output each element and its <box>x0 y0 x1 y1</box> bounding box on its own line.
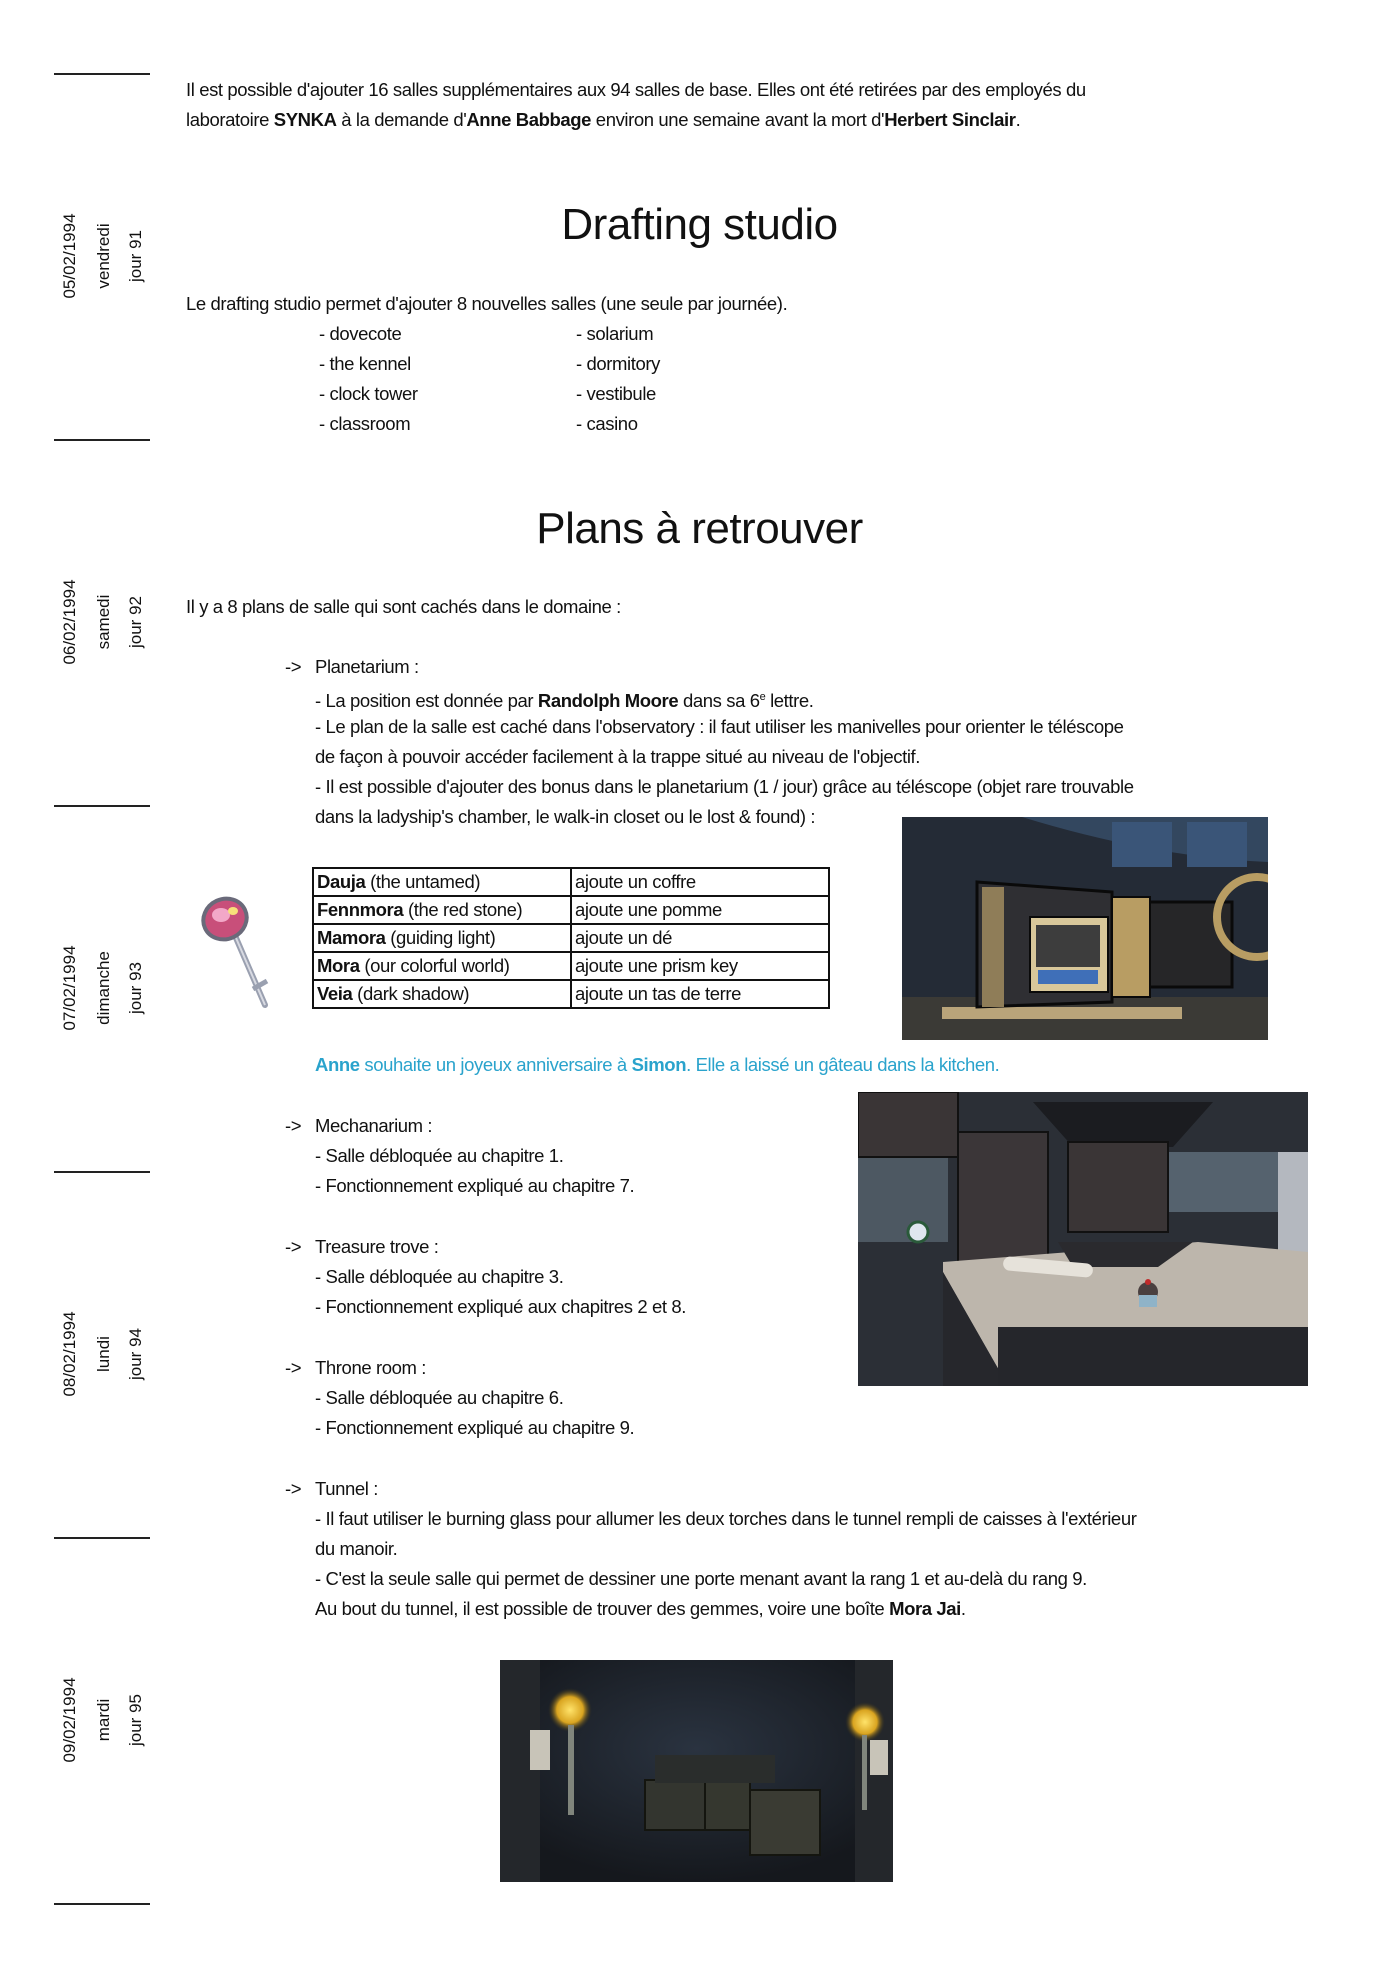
room-name: Treasure trove : <box>315 1236 439 1257</box>
text: . Elle a laissé un gâteau dans la kitchen. <box>686 1054 1000 1075</box>
crystal-desc: (the red stone) <box>403 899 523 920</box>
birthday-note <box>315 1050 999 1080</box>
planetarium-line: - Il est possible d'ajouter des bonus dans le planetarium (1 / jour) grâce au téléscope (objet rare trouvable <box>315 776 1134 797</box>
day-weekday: vendredi <box>94 223 113 289</box>
tunnel-line <box>315 1594 966 1624</box>
day-number: jour 91 <box>126 230 145 282</box>
lab-name: SYNKA <box>273 109 337 130</box>
treasure-line: - Fonctionnement expliqué aux chapitres 2 et 8. <box>315 1296 686 1317</box>
text: . <box>960 1598 966 1619</box>
kitchen-image <box>858 1092 1308 1386</box>
key-icon <box>195 893 285 1013</box>
drafting-text: Le drafting studio permet d'ajouter 8 nouvelles salles (une seule par journée). <box>186 293 788 314</box>
day-separator <box>54 439 150 441</box>
planetarium-line: - Le plan de la salle est caché dans l'observatory : il faut utiliser les manivelles pour orienter le téléscope <box>315 716 1124 737</box>
table-cell <box>313 952 571 980</box>
day-date: 09/02/1994 <box>60 1677 79 1763</box>
room-name: Mechanarium : <box>315 1115 433 1136</box>
section-title-plans: Plans à retrouver <box>536 504 863 553</box>
text: souhaite un joyeux anniversaire à <box>359 1054 632 1075</box>
day-weekday: lundi <box>94 1336 113 1372</box>
tunnel-image <box>500 1660 893 1882</box>
text: environ une semaine avant la mort d' <box>591 109 885 130</box>
crystal-desc: (dark shadow) <box>352 983 470 1004</box>
mechanarium-heading <box>285 1111 432 1141</box>
treasure-line: - Salle débloquée au chapitre 3. <box>315 1266 564 1287</box>
arrow-icon: -> <box>285 1236 302 1257</box>
crystal-name: Mamora <box>317 927 386 948</box>
table-row <box>313 924 829 952</box>
day-date: 07/02/1994 <box>60 945 79 1031</box>
table-row <box>313 952 829 980</box>
text: lettre. <box>765 690 814 712</box>
tunnel-line: - Il faut utiliser le burning glass pour allumer les deux torches dans le tunnel rempli de caisses à l'extérieur <box>315 1508 1137 1529</box>
table-cell: ajoute un tas de terre <box>571 980 829 1008</box>
tunnel-line: du manoir. <box>315 1538 398 1559</box>
day-date: 08/02/1994 <box>60 1311 79 1397</box>
table-cell <box>313 896 571 924</box>
text: à la demande d' <box>336 109 467 130</box>
day-number: jour 94 <box>126 1328 145 1380</box>
person-name: Anne Babbage <box>466 109 592 130</box>
room-name: Throne room : <box>315 1357 426 1378</box>
arrow-icon: -> <box>285 1478 302 1499</box>
drafting-room: - classroom <box>319 413 411 434</box>
section-title-drafting: Drafting studio <box>561 200 838 249</box>
day-number: jour 93 <box>126 962 145 1014</box>
text: laboratoire <box>186 109 274 130</box>
person-name: Anne <box>315 1054 360 1075</box>
day-weekday: samedi <box>94 594 113 650</box>
day-separator <box>54 1537 150 1539</box>
day-separator <box>54 1171 150 1173</box>
day-separator <box>54 73 150 75</box>
drafting-room: - vestibule <box>576 383 656 404</box>
throne-line: - Salle débloquée au chapitre 6. <box>315 1387 564 1408</box>
crystals-table <box>312 867 830 1009</box>
table-cell: ajoute une pomme <box>571 896 829 924</box>
text: Au bout du tunnel, il est possible de trouver des gemmes, voire une boîte <box>315 1598 890 1619</box>
drafting-room: - solarium <box>576 323 654 344</box>
room-name: Tunnel : <box>315 1478 378 1499</box>
crystal-desc: (guiding light) <box>385 927 496 948</box>
arrow-icon: -> <box>285 656 302 677</box>
intro-line-2 <box>186 105 1020 135</box>
crystal-name: Fennmora <box>317 899 404 920</box>
crystal-name: Mora <box>317 955 360 976</box>
item-name: Mora Jai <box>889 1598 961 1619</box>
drafting-room: - the kennel <box>319 353 411 374</box>
intro-line-1: Il est possible d'ajouter 16 salles supplémentaires aux 94 salles de base. Elles ont été retirées par des employés du <box>186 79 1086 100</box>
day-weekday: mardi <box>94 1698 113 1742</box>
day-date: 06/02/1994 <box>60 579 79 665</box>
table-row <box>313 868 829 896</box>
day-separator <box>54 805 150 807</box>
crystal-desc: (the untamed) <box>365 871 481 892</box>
table-cell <box>313 868 571 896</box>
planetarium-heading <box>285 652 419 682</box>
tunnel-heading <box>285 1474 378 1504</box>
telescope-image <box>902 817 1268 1040</box>
planetarium-line: de façon à pouvoir accéder facilement à la trappe situé au niveau de l'objectif. <box>315 746 921 767</box>
throne-heading <box>285 1353 426 1383</box>
planetarium-line: dans la ladyship's chamber, le walk-in closet ou le lost & found) : <box>315 806 816 827</box>
table-row <box>313 896 829 924</box>
prism-key-image <box>195 893 285 1013</box>
plans-intro: Il y a 8 plans de salle qui sont cachés dans le domaine : <box>186 596 621 617</box>
crystal-name: Veia <box>317 983 353 1004</box>
text: dans sa 6 <box>678 690 760 712</box>
mechanarium-line: - Fonctionnement expliqué au chapitre 7. <box>315 1175 635 1196</box>
table-cell <box>313 924 571 952</box>
day-number: jour 92 <box>126 596 145 648</box>
day-date: 05/02/1994 <box>60 213 79 299</box>
crystal-desc: (our colorful world) <box>359 955 510 976</box>
table-cell: ajoute un coffre <box>571 868 829 896</box>
text: . <box>1015 109 1021 130</box>
table-row <box>313 980 829 1008</box>
arrow-icon: -> <box>285 1115 302 1136</box>
tunnel-line: - C'est la seule salle qui permet de dessiner une porte menant avant la rang 1 et au-delà du rang 9. <box>315 1568 1087 1589</box>
throne-line: - Fonctionnement expliqué au chapitre 9. <box>315 1417 635 1438</box>
room-name: Planetarium : <box>315 656 419 677</box>
table-cell: ajoute un dé <box>571 924 829 952</box>
drafting-room: - casino <box>576 413 638 434</box>
table-cell: ajoute une prism key <box>571 952 829 980</box>
drafting-room: - dormitory <box>576 353 660 374</box>
treasure-heading <box>285 1232 439 1262</box>
table-cell <box>313 980 571 1008</box>
drafting-room: - dovecote <box>319 323 402 344</box>
person-name: Simon <box>631 1054 687 1075</box>
crystal-name: Dauja <box>317 871 366 892</box>
text: - La position est donnée par <box>315 690 538 712</box>
superscript: e <box>759 691 766 703</box>
drafting-room: - clock tower <box>319 383 418 404</box>
day-weekday: dimanche <box>94 951 113 1025</box>
day-number: jour 95 <box>126 1694 145 1746</box>
person-name: Herbert Sinclair <box>884 109 1016 130</box>
arrow-icon: -> <box>285 1357 302 1378</box>
mechanarium-line: - Salle débloquée au chapitre 1. <box>315 1145 564 1166</box>
day-separator <box>54 1903 150 1905</box>
person-name: Randolph Moore <box>537 690 679 712</box>
